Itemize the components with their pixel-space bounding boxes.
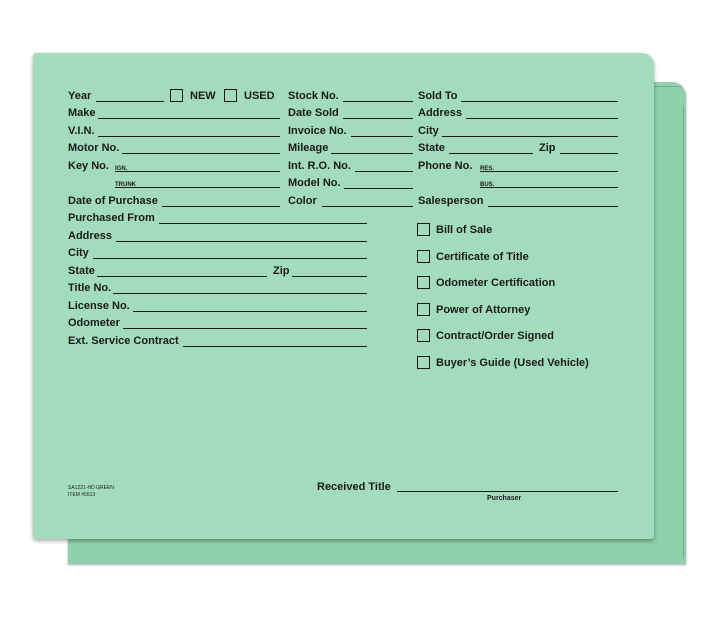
odometer-certification-label: Odometer Certification — [436, 277, 556, 289]
purchaser-label: Purchaser — [487, 495, 522, 502]
trunk-label: TRUNK — [115, 182, 136, 188]
bill-of-sale-checkbox[interactable] — [417, 223, 430, 236]
trunk-key-field[interactable] — [115, 187, 280, 188]
zip-label: Zip — [273, 265, 290, 277]
license-no-label: License No. — [68, 300, 130, 312]
int-ro-no-field[interactable] — [355, 171, 413, 172]
key-no-label: Key No. — [68, 160, 109, 172]
model-no-field[interactable] — [344, 188, 413, 189]
address-label: Address — [68, 230, 113, 242]
motor-no-field[interactable] — [122, 153, 280, 154]
address-right-label: Address — [418, 107, 463, 119]
power-of-attorney-label: Power of Attorney — [436, 304, 531, 316]
city-right-field[interactable] — [442, 136, 618, 137]
address-right-field[interactable] — [466, 118, 618, 119]
zip-right-field[interactable] — [560, 153, 618, 154]
make-field[interactable] — [98, 118, 280, 119]
city-right-label: City — [418, 125, 439, 137]
odometer-label: Odometer — [68, 317, 120, 329]
certificate-of-title-label: Certificate of Title — [436, 251, 529, 263]
purchased-from-field[interactable] — [159, 223, 367, 224]
int-ro-no-label: Int. R.O. No. — [288, 160, 351, 172]
contract-order-signed-label: Contract/Order Signed — [436, 330, 554, 342]
motor-no-label: Motor No. — [68, 142, 120, 154]
phone-no-label: Phone No. — [418, 160, 473, 172]
res-label: RES. — [480, 166, 495, 172]
ign-key-field[interactable] — [115, 171, 280, 172]
invoice-no-label: Invoice No. — [288, 125, 347, 137]
year-field[interactable] — [96, 101, 164, 102]
make-label: Make — [68, 107, 96, 119]
stock-no-label: Stock No. — [288, 90, 339, 102]
color-label: Color — [288, 195, 317, 207]
city-field[interactable] — [93, 258, 367, 259]
new-checkbox[interactable] — [170, 89, 183, 102]
address-field[interactable] — [116, 241, 367, 242]
model-no-label: Model No. — [288, 177, 341, 189]
purchased-from-label: Purchased From — [68, 212, 155, 224]
back-folder-side-edge — [683, 106, 684, 558]
bill-of-sale-label: Bill of Sale — [436, 224, 493, 236]
form-code-line2: ITEM #5513 — [68, 492, 96, 498]
city-label: City — [68, 247, 89, 259]
power-of-attorney-checkbox[interactable] — [417, 303, 430, 316]
color-field[interactable] — [322, 206, 413, 207]
zip-field[interactable] — [292, 276, 367, 277]
license-no-field[interactable] — [133, 311, 367, 312]
state-right-field[interactable] — [449, 153, 533, 154]
title-no-field[interactable] — [113, 293, 367, 294]
year-label: Year — [68, 90, 92, 102]
buyers-guide-label: Buyer’s Guide (Used Vehicle) — [436, 357, 589, 369]
sold-to-field[interactable] — [461, 101, 618, 102]
state-right-label: State — [418, 142, 445, 154]
contract-order-signed-checkbox[interactable] — [417, 329, 430, 342]
state-label: State — [68, 265, 95, 277]
front-folder-panel — [33, 53, 654, 539]
vin-field[interactable] — [98, 136, 280, 137]
received-title-label: Received Title — [317, 481, 391, 493]
form-code-line1: SA1221-HD GREEN — [68, 485, 114, 491]
certificate-of-title-checkbox[interactable] — [417, 250, 430, 263]
back-folder-tab-edge — [652, 86, 682, 103]
bus-label: BUS. — [480, 182, 495, 188]
ext-service-contract-field[interactable] — [183, 346, 367, 347]
used-label: USED — [244, 90, 275, 102]
date-of-purchase-field[interactable] — [162, 206, 280, 207]
invoice-no-field[interactable] — [351, 136, 413, 137]
sold-to-label: Sold To — [418, 90, 458, 102]
used-checkbox[interactable] — [224, 89, 237, 102]
salesperson-field[interactable] — [488, 206, 618, 207]
salesperson-label: Salesperson — [418, 195, 484, 207]
received-title-field[interactable] — [397, 491, 618, 492]
state-field[interactable] — [97, 276, 267, 277]
odometer-field[interactable] — [123, 328, 367, 329]
vin-label: V.I.N. — [68, 125, 95, 137]
odometer-certification-checkbox[interactable] — [417, 276, 430, 289]
phone-bus-field[interactable] — [480, 187, 618, 188]
stock-no-field[interactable] — [343, 101, 413, 102]
mileage-label: Mileage — [288, 142, 329, 154]
date-sold-label: Date Sold — [288, 107, 339, 119]
phone-res-field[interactable] — [480, 171, 618, 172]
new-label: NEW — [190, 90, 216, 102]
date-sold-field[interactable] — [343, 118, 413, 119]
ign-label: IGN. — [115, 166, 128, 172]
title-no-label: Title No. — [68, 282, 112, 294]
zip-right-label: Zip — [539, 142, 556, 154]
buyers-guide-checkbox[interactable] — [417, 356, 430, 369]
date-of-purchase-label: Date of Purchase — [68, 195, 158, 207]
mileage-field[interactable] — [331, 153, 413, 154]
ext-service-contract-label: Ext. Service Contract — [68, 335, 179, 347]
